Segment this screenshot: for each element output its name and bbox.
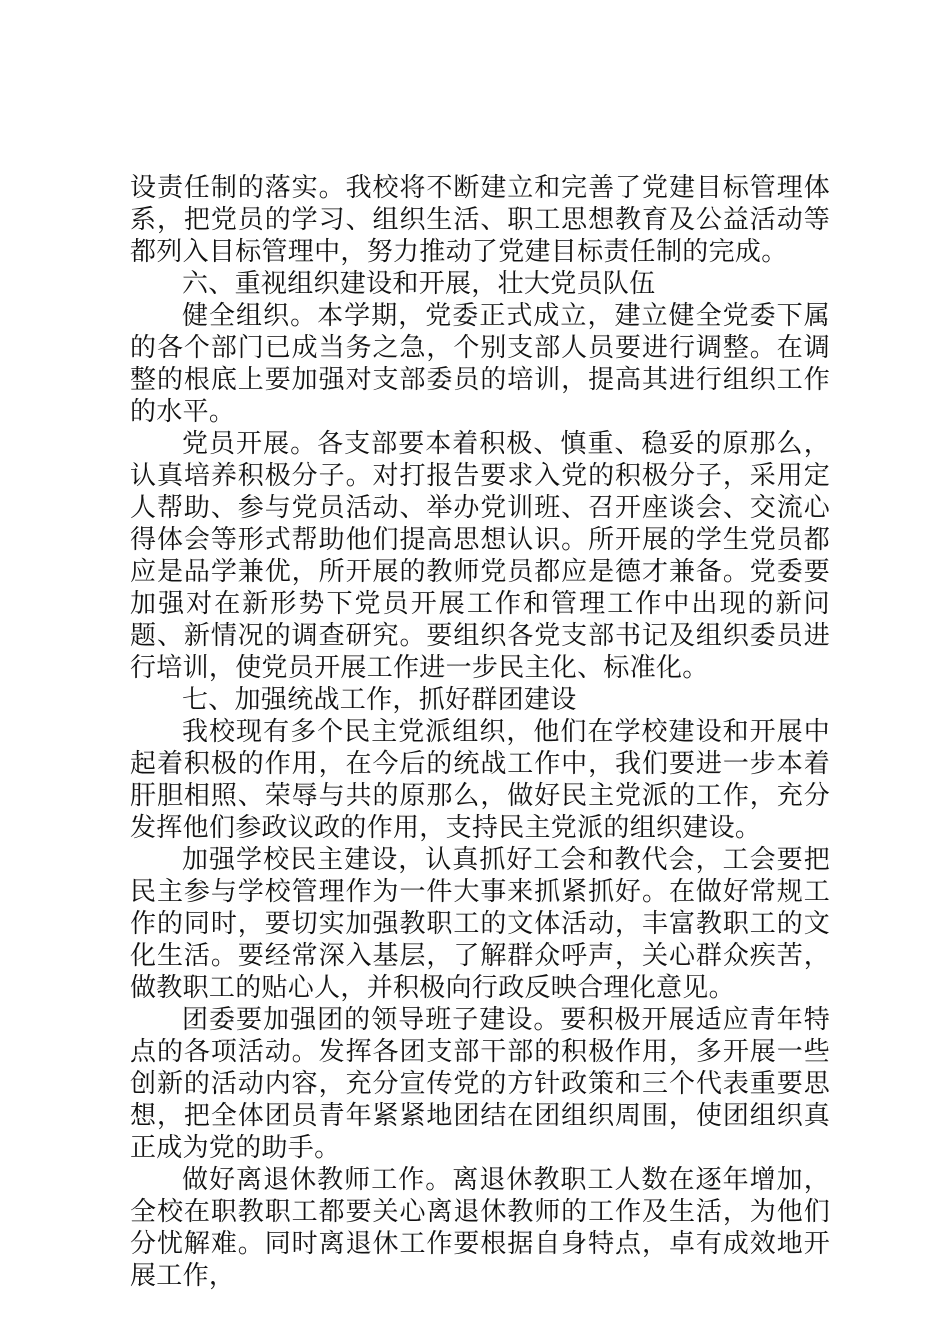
section-heading-seven: 七、加强统战工作，抓好群团建设: [182, 685, 577, 715]
paragraph-organization: 健全组织。本学期，党委正式成立，建立健全党委下属的各个部门已成当务之急，个别支部人员要进行调整。在调整的根底上要加强对支部委员的培训，提高其进行组织工作的水平。: [130, 301, 830, 427]
paragraph-retirees: 做好离退休教师工作。离退休教职工人数在逐年增加，全校在职教职工都要关心离退休教师的工作及生活，为他们分忧解难。同时离退休工作要根据自身特点，卓有成效地开展工作，: [130, 1165, 830, 1291]
section-heading-six: 六、重视组织建设和开展，壮大党员队伍: [182, 269, 656, 299]
paragraph-youth-league: 团委要加强团的领导班子建设。要积极开展适应青年特点的各项活动。发挥各团支部干部的积极作用，多开展一些创新的活动内容，充分宣传党的方针政策和三个代表重要思想，把全体团员青年紧紧地团结在团组织周围，使团组织真正成为党的助手。: [130, 1005, 830, 1163]
document-body: [130, 172, 830, 1292]
paragraph-united-front: 我校现有多个民主党派组织，他们在学校建设和开展中起着积极的作用，在今后的统战工作中，我们要进一步本着肝胆相照、荣辱与共的原那么，做好民主党派的工作，充分发挥他们参政议政的作用，支持民主党派的组织建设。: [130, 717, 830, 843]
paragraph-democracy: 加强学校民主建设，认真抓好工会和教代会，工会要把民主参与学校管理作为一件大事来抓紧抓好。在做好常规工作的同时，要切实加强教职工的文体活动，丰富教职工的文化生活。要经常深入基层，了解群众呼声，关心群众疾苦，做教职工的贴心人，并积极向行政反映合理化意见。: [130, 845, 830, 1003]
paragraph-continuation: 设责任制的落实。我校将不断建立和完善了党建目标管理体系，把党员的学习、组织生活、职工思想教育及公益活动等都列入目标管理中，努力推动了党建目标责任制的完成。: [130, 173, 830, 267]
paragraph-member-development: 党员开展。各支部要本着积极、慎重、稳妥的原那么，认真培养积极分子。对打报告要求入党的积极分子，采用定人帮助、参与党员活动、举办党训班、召开座谈会、交流心得体会等形式帮助他们提高思想认识。所开展的学生党员都应是品学兼优，所开展的教师党员都应是德才兼备。党委要加强对在新形势下党员开展工作和管理工作中出现的新问题、新情况的调查研究。要组织各党支部书记及组织委员进行培训，使党员开展工作进一步民主化、标准化。: [130, 429, 830, 683]
